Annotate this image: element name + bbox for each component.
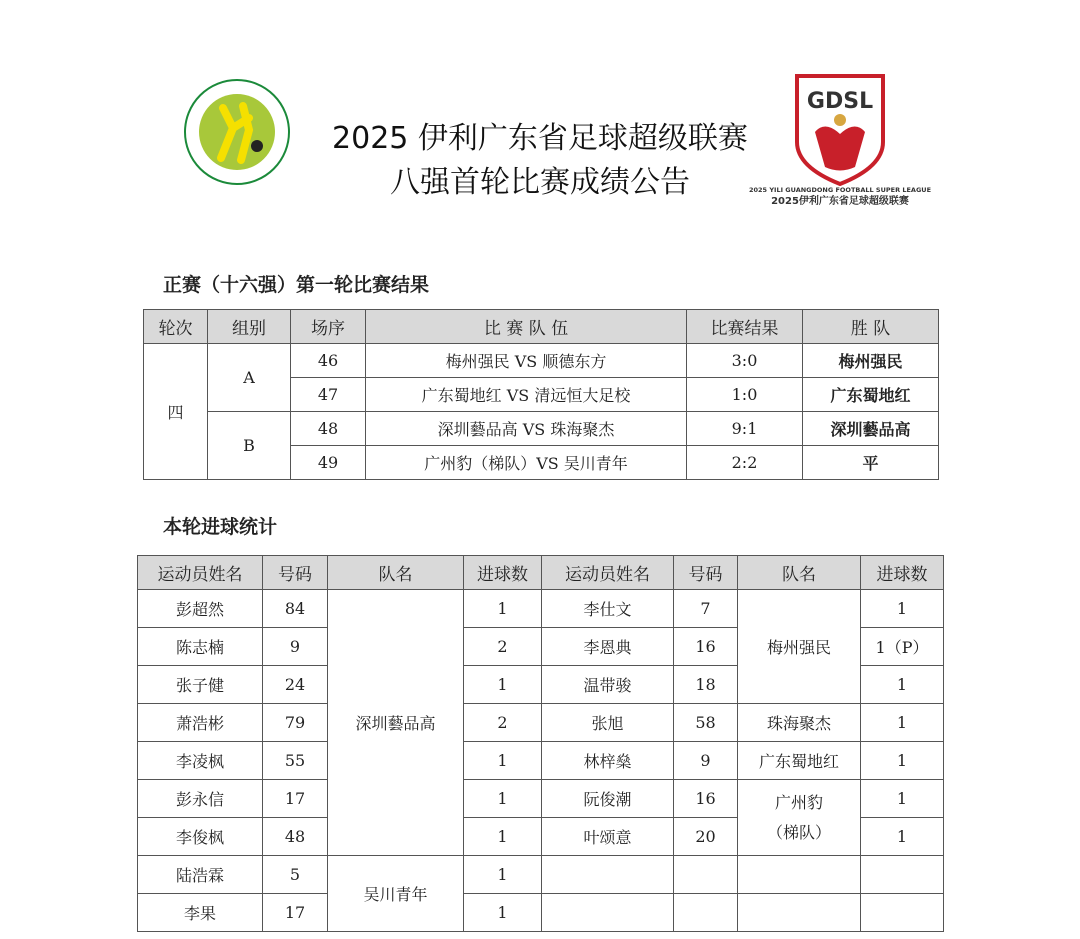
title-line-1: 2025 伊利广东省足球超级联赛 bbox=[332, 121, 748, 156]
goals: 1 bbox=[861, 666, 944, 704]
player-name: 林梓燊 bbox=[542, 742, 674, 780]
col-score: 比赛结果 bbox=[687, 310, 803, 344]
round-cell: 四 bbox=[144, 344, 208, 480]
player-number: 18 bbox=[674, 666, 738, 704]
col-header: 运动员姓名 bbox=[542, 556, 674, 590]
table-row bbox=[138, 742, 944, 780]
goals: 2 bbox=[464, 704, 542, 742]
player-name: 李凌枫 bbox=[138, 742, 263, 780]
col-header: 号码 bbox=[263, 556, 328, 590]
player-name: 张旭 bbox=[542, 704, 674, 742]
match-no: 49 bbox=[291, 446, 366, 480]
col-header: 进球数 bbox=[861, 556, 944, 590]
empty-cell bbox=[738, 856, 861, 894]
goals: 1（P） bbox=[861, 628, 944, 666]
match-teams: 深圳藝品高 VS 珠海聚杰 bbox=[366, 412, 687, 446]
player-number: 9 bbox=[263, 628, 328, 666]
match-no: 46 bbox=[291, 344, 366, 378]
goals: 1 bbox=[464, 894, 542, 932]
team-name bbox=[738, 780, 861, 856]
scorers-table bbox=[137, 555, 944, 932]
col-match-no: 场序 bbox=[291, 310, 366, 344]
match-score: 2:2 bbox=[687, 446, 803, 480]
goals: 1 bbox=[861, 742, 944, 780]
player-name: 温带骏 bbox=[542, 666, 674, 704]
match-winner: 平 bbox=[803, 446, 939, 480]
team-name: 梅州强民 bbox=[738, 590, 861, 704]
player-name: 张子健 bbox=[138, 666, 263, 704]
results-table bbox=[143, 309, 939, 480]
team-name-line: 广州豹 bbox=[774, 792, 823, 812]
svg-text:GDSL: GDSL bbox=[806, 89, 874, 114]
player-number: 79 bbox=[263, 704, 328, 742]
match-score: 9:1 bbox=[687, 412, 803, 446]
goals: 1 bbox=[464, 856, 542, 894]
gdsl-logo bbox=[748, 72, 932, 208]
empty-cell bbox=[738, 894, 861, 932]
player-name: 李恩典 bbox=[542, 628, 674, 666]
goals: 1 bbox=[861, 704, 944, 742]
player-number: 9 bbox=[674, 742, 738, 780]
svg-text:2025伊利广东省足球超级联赛: 2025伊利广东省足球超级联赛 bbox=[771, 196, 909, 207]
goals: 1 bbox=[861, 780, 944, 818]
player-number: 58 bbox=[674, 704, 738, 742]
player-name: 萧浩彬 bbox=[138, 704, 263, 742]
match-winner: 梅州强民 bbox=[803, 344, 939, 378]
group-cell: A bbox=[208, 344, 291, 412]
results-heading: 正赛（十六强）第一轮比赛结果 bbox=[163, 274, 430, 296]
player-name: 李俊枫 bbox=[138, 818, 263, 856]
team-name-line: （梯队） bbox=[766, 822, 831, 842]
goals: 1 bbox=[861, 818, 944, 856]
player-name: 陈志楠 bbox=[138, 628, 263, 666]
empty-cell bbox=[674, 894, 738, 932]
col-group: 组别 bbox=[208, 310, 291, 344]
table-row bbox=[138, 856, 944, 894]
match-teams: 广东蜀地红 VS 清远恒大足校 bbox=[366, 378, 687, 412]
goals: 1 bbox=[861, 590, 944, 628]
table-row bbox=[138, 894, 944, 932]
col-header: 运动员姓名 bbox=[138, 556, 263, 590]
player-number: 16 bbox=[674, 780, 738, 818]
match-winner: 深圳藝品高 bbox=[803, 412, 939, 446]
goals: 2 bbox=[464, 628, 542, 666]
player-number: 17 bbox=[263, 780, 328, 818]
match-no: 47 bbox=[291, 378, 366, 412]
player-number: 84 bbox=[263, 590, 328, 628]
table-row bbox=[144, 344, 939, 378]
player-number: 7 bbox=[674, 590, 738, 628]
match-teams: 梅州强民 VS 顺德东方 bbox=[366, 344, 687, 378]
empty-cell bbox=[861, 856, 944, 894]
empty-cell bbox=[542, 856, 674, 894]
col-teams: 比 赛 队 伍 bbox=[366, 310, 687, 344]
goals: 1 bbox=[464, 590, 542, 628]
player-name: 陆浩霖 bbox=[138, 856, 263, 894]
title-line-2: 八强首轮比赛成绩公告 bbox=[390, 165, 690, 200]
goals: 1 bbox=[464, 780, 542, 818]
group-cell: B bbox=[208, 412, 291, 480]
player-name: 叶颂意 bbox=[542, 818, 674, 856]
team-name: 广东蜀地红 bbox=[738, 742, 861, 780]
guangdong-fa-logo bbox=[183, 78, 291, 186]
player-number: 20 bbox=[674, 818, 738, 856]
match-score: 3:0 bbox=[687, 344, 803, 378]
team-name: 深圳藝品高 bbox=[328, 590, 464, 856]
player-name: 彭超然 bbox=[138, 590, 263, 628]
player-name: 阮俊潮 bbox=[542, 780, 674, 818]
match-winner: 广东蜀地红 bbox=[803, 378, 939, 412]
table-row bbox=[138, 704, 944, 742]
player-number: 48 bbox=[263, 818, 328, 856]
match-teams: 广州豹（梯队）VS 吴川青年 bbox=[366, 446, 687, 480]
player-number: 16 bbox=[674, 628, 738, 666]
goals: 1 bbox=[464, 742, 542, 780]
col-header: 队名 bbox=[738, 556, 861, 590]
table-header bbox=[144, 310, 939, 344]
table-row bbox=[144, 412, 939, 446]
team-name: 珠海聚杰 bbox=[738, 704, 861, 742]
col-header: 进球数 bbox=[464, 556, 542, 590]
match-score: 1:0 bbox=[687, 378, 803, 412]
table-row bbox=[138, 780, 944, 818]
empty-cell bbox=[861, 894, 944, 932]
col-winner: 胜 队 bbox=[803, 310, 939, 344]
player-name: 李果 bbox=[138, 894, 263, 932]
goals: 1 bbox=[464, 818, 542, 856]
table-header bbox=[138, 556, 944, 590]
player-name: 彭永信 bbox=[138, 780, 263, 818]
goals: 1 bbox=[464, 666, 542, 704]
team-name: 吴川青年 bbox=[328, 856, 464, 932]
player-number: 17 bbox=[263, 894, 328, 932]
svg-text:2025 YILI GUANGDONG FOOTBALL S: 2025 YILI GUANGDONG FOOTBALL SUPER LEAGUE bbox=[748, 186, 932, 194]
match-no: 48 bbox=[291, 412, 366, 446]
col-header: 号码 bbox=[674, 556, 738, 590]
player-number: 5 bbox=[263, 856, 328, 894]
scorers-heading: 本轮进球统计 bbox=[163, 516, 278, 538]
empty-cell bbox=[674, 856, 738, 894]
player-number: 55 bbox=[263, 742, 328, 780]
table-row bbox=[138, 590, 944, 628]
player-number: 24 bbox=[263, 666, 328, 704]
empty-cell bbox=[542, 894, 674, 932]
col-header: 队名 bbox=[328, 556, 464, 590]
col-round: 轮次 bbox=[144, 310, 208, 344]
player-name: 李仕文 bbox=[542, 590, 674, 628]
